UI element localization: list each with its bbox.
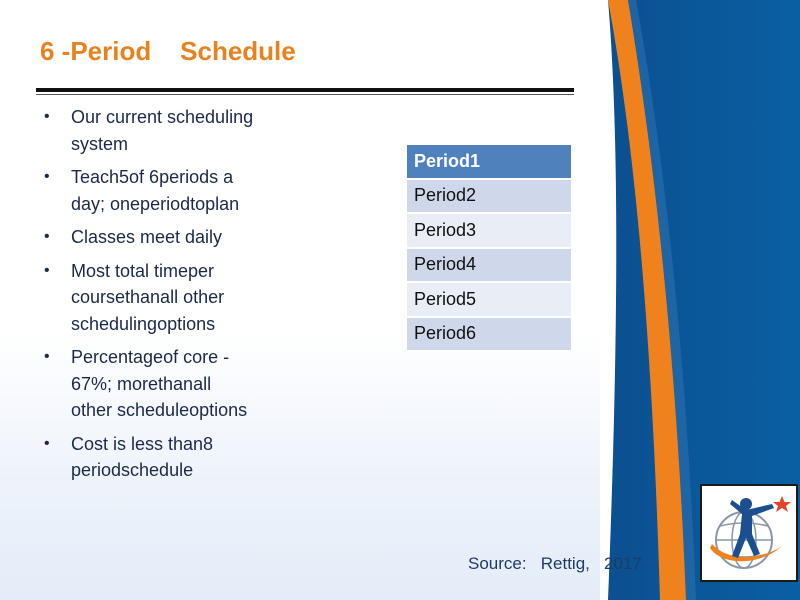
bullet-item <box>44 431 284 484</box>
bullet-list <box>44 104 284 491</box>
bullet-marker: • <box>44 348 50 365</box>
table-cell: Period2 <box>407 179 571 214</box>
bullet-item <box>44 164 284 217</box>
table-cell: Period5 <box>407 282 571 317</box>
bullet-text: Teach5of 6periods a day; oneperiodtoplan <box>71 167 240 214</box>
bullet-marker: • <box>44 108 50 125</box>
bullet-text: Cost is less than8 periodschedule <box>71 433 214 480</box>
table-header-row <box>407 145 571 179</box>
table-cell: Period6 <box>407 317 571 352</box>
bullet-item <box>44 224 284 251</box>
title-divider-thin <box>36 94 574 95</box>
bullet-text: Our current scheduling system <box>71 107 254 154</box>
bullet-item <box>44 258 284 338</box>
table-header-cell: Period1 <box>407 145 571 179</box>
source-citation: Source: Rettig, 2017 <box>468 554 642 573</box>
slide-title: 6 -Period Schedule <box>40 36 296 66</box>
bullet-item <box>44 104 284 157</box>
bullet-text: Percentageof core - 67%; morethanall other scheduleoptions <box>71 347 248 420</box>
bullet-text: Most total timeper coursethanall other schedulingoptions <box>71 260 225 334</box>
bullet-text: Classes meet daily <box>71 227 223 247</box>
table-row <box>407 179 571 214</box>
bullet-marker: • <box>44 228 50 245</box>
bullet-marker: • <box>44 168 50 185</box>
table-row <box>407 282 571 317</box>
bullet-item <box>44 344 284 424</box>
period-table <box>407 145 571 352</box>
table-row <box>407 248 571 283</box>
table-row <box>407 213 571 248</box>
title-divider-thick <box>36 88 574 92</box>
bullet-marker: • <box>44 261 50 279</box>
bullet-marker: • <box>44 434 50 452</box>
table-row <box>407 317 571 352</box>
table-cell: Period4 <box>407 248 571 283</box>
globe-figure-star-logo-icon <box>700 484 798 582</box>
table-cell: Period3 <box>407 213 571 248</box>
